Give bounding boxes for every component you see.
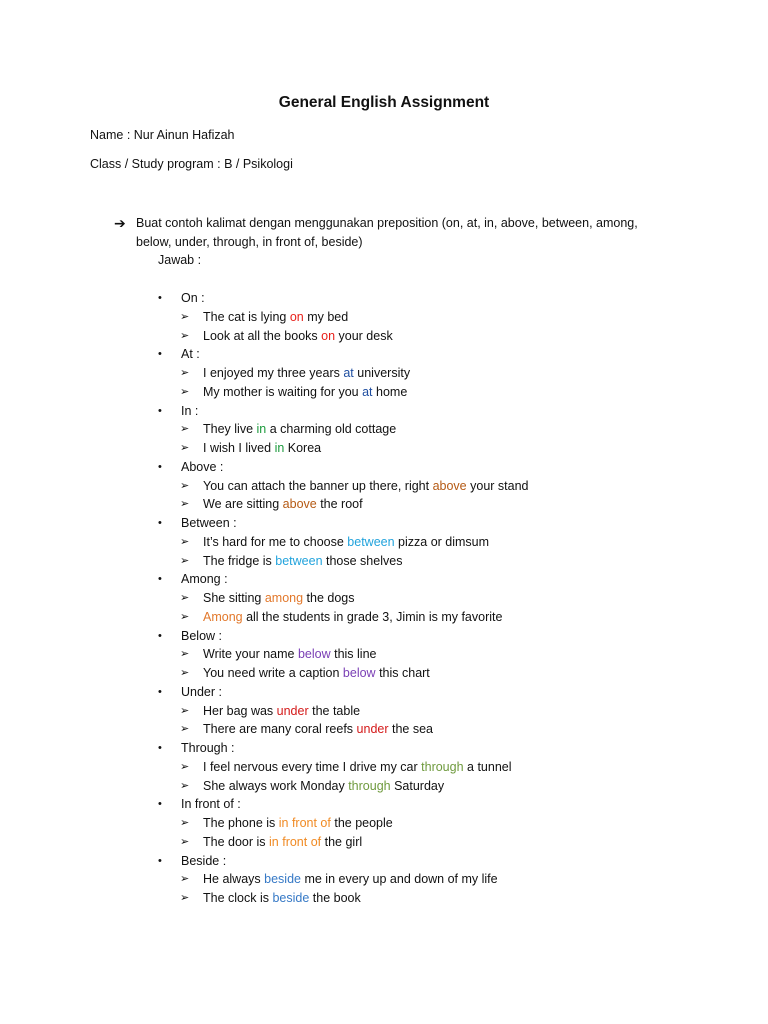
example-row	[0, 477, 768, 496]
sentence-part: Saturday	[390, 778, 445, 793]
example-sentence	[203, 327, 393, 346]
sentence-part: Look at all the books	[203, 328, 322, 343]
section-label: In front of :	[181, 797, 241, 812]
section-label: In :	[181, 403, 199, 418]
section-heading	[0, 402, 768, 421]
preposition-highlight: in	[256, 422, 267, 437]
example-row	[0, 364, 768, 383]
preposition-highlight: beside	[264, 872, 301, 887]
section-heading	[0, 683, 768, 702]
section-label: Under :	[181, 684, 222, 699]
example-sentence	[203, 777, 444, 796]
bullet-icon: •	[158, 854, 162, 867]
sentence-part: the book	[309, 891, 361, 905]
section-label: Below :	[181, 628, 222, 643]
section-heading	[0, 795, 768, 814]
sentence-part: a tunnel	[463, 759, 512, 774]
sentence-part: Write your name	[203, 647, 298, 662]
arrowhead-bullet-icon: ➢	[180, 329, 190, 342]
example-row	[0, 589, 768, 608]
sentence-part: We are sitting	[203, 497, 283, 512]
sentence-part: I wish I lived	[203, 441, 275, 455]
section-heading	[0, 852, 768, 871]
example-row	[0, 833, 768, 852]
arrowhead-bullet-icon: ➢	[180, 760, 190, 773]
example-row	[0, 533, 768, 552]
example-sentence	[203, 702, 360, 721]
sentence-part: university	[353, 366, 411, 380]
example-sentence	[203, 495, 363, 514]
example-row	[0, 720, 768, 739]
bullet-icon: •	[158, 517, 162, 529]
example-sentence	[203, 552, 402, 571]
sentence-part: He always	[203, 872, 265, 887]
sentence-part: the sea	[388, 722, 434, 737]
sentence-part: home	[372, 384, 408, 399]
example-sentence	[203, 364, 410, 383]
example-sentence	[203, 308, 348, 327]
preposition-highlight: under	[276, 703, 309, 718]
section-heading	[0, 627, 768, 646]
example-sentence	[203, 720, 433, 739]
preposition-highlight: Among	[203, 609, 243, 624]
preposition-highlight: at	[343, 366, 354, 380]
arrowhead-bullet-icon: ➢	[180, 873, 190, 886]
instruction-text: Buat contoh kalimat dengan menggunakan preposition (on, at, in, above, between, among, below, under, through, in front of, beside)	[136, 216, 638, 249]
section-heading	[0, 570, 768, 589]
arrowhead-bullet-icon: ➢	[180, 835, 190, 848]
arrowhead-bullet-icon: ➢	[180, 723, 190, 736]
section-label: Between :	[181, 516, 237, 530]
example-row	[0, 552, 768, 571]
example-sentence	[203, 870, 498, 889]
page-title: General English Assignment	[278, 94, 490, 111]
arrowhead-bullet-icon: ➢	[180, 442, 190, 454]
example-row	[0, 608, 768, 627]
arrowhead-bullet-icon: ➢	[180, 592, 190, 604]
example-row	[0, 439, 768, 458]
example-row	[0, 420, 768, 439]
sentence-part: The door is	[203, 834, 270, 849]
preposition-highlight: in front of	[278, 816, 331, 830]
example-sentence	[203, 533, 489, 552]
bullet-icon: •	[158, 629, 162, 642]
preposition-highlight: between	[347, 534, 395, 549]
preposition-highlight: on	[289, 309, 304, 324]
preposition-highlight: below	[342, 666, 376, 680]
example-row	[0, 777, 768, 796]
arrowhead-bullet-icon: ➢	[180, 892, 190, 904]
example-sentence	[203, 645, 376, 664]
section-heading	[0, 739, 768, 758]
preposition-highlight: through	[421, 759, 464, 774]
bullet-icon: •	[158, 348, 162, 361]
arrowhead-bullet-icon: ➢	[180, 817, 190, 829]
sentence-part: Her bag was	[203, 703, 277, 718]
sentence-part: Korea	[284, 441, 322, 455]
example-row	[0, 383, 768, 402]
bullet-icon: •	[158, 573, 162, 586]
section-heading	[0, 289, 768, 308]
sentence-part: The fridge is	[203, 553, 276, 568]
sentence-part: me in every up and down of my life	[300, 872, 498, 887]
arrowhead-bullet-icon: ➢	[180, 498, 190, 511]
sentence-part: The cat is lying	[203, 309, 290, 324]
sentence-part: those shelves	[322, 553, 403, 568]
sentence-part: I enjoyed my three years	[203, 366, 344, 380]
arrowhead-bullet-icon: ➢	[180, 535, 190, 548]
section-label: At :	[181, 347, 200, 362]
example-row	[0, 664, 768, 683]
section-label: Through :	[181, 741, 235, 755]
example-sentence	[203, 439, 321, 458]
sentence-part: I feel nervous every time I drive my car	[203, 759, 422, 774]
example-sentence	[203, 608, 502, 627]
example-row	[0, 758, 768, 777]
section-label: Above :	[181, 459, 224, 474]
example-row	[0, 327, 768, 346]
preposition-highlight: beside	[272, 891, 310, 905]
example-row	[0, 702, 768, 721]
example-sentence	[203, 664, 430, 683]
preposition-highlight: through	[348, 778, 391, 793]
section-heading	[0, 458, 768, 477]
arrowhead-bullet-icon: ➢	[180, 367, 190, 379]
sentence-part: They live	[203, 422, 257, 437]
preposition-highlight: below	[297, 647, 331, 662]
arrow-icon: ➔	[114, 215, 126, 231]
sentence-part: It’s hard for me to choose	[203, 534, 348, 549]
bullet-icon: •	[158, 292, 162, 304]
section-label: Beside :	[181, 853, 227, 868]
sentence-part: My mother is waiting for you	[203, 384, 363, 399]
example-sentence	[203, 477, 528, 496]
sentence-part: a charming old cottage	[266, 422, 397, 437]
sentence-part: the dogs	[303, 591, 355, 605]
sentence-part: your stand	[466, 478, 529, 493]
sentence-part: the roof	[316, 497, 363, 512]
example-sentence	[203, 589, 355, 608]
example-sentence	[203, 814, 393, 833]
preposition-list	[0, 289, 768, 908]
example-sentence	[203, 420, 396, 439]
sentence-part: You need write a caption	[203, 666, 343, 680]
arrowhead-bullet-icon: ➢	[180, 479, 190, 492]
sentence-part: The clock is	[203, 891, 273, 905]
preposition-highlight: in	[274, 441, 285, 455]
example-sentence	[203, 758, 512, 777]
bullet-icon: •	[158, 798, 162, 811]
arrowhead-bullet-icon: ➢	[180, 704, 190, 717]
example-row	[0, 308, 768, 327]
arrowhead-bullet-icon: ➢	[180, 385, 190, 398]
sentence-part: this line	[330, 647, 377, 662]
example-row	[0, 870, 768, 889]
sentence-part: the girl	[321, 834, 363, 849]
example-sentence	[203, 383, 407, 402]
preposition-highlight: under	[356, 722, 389, 737]
arrowhead-bullet-icon: ➢	[180, 648, 190, 661]
example-row	[0, 645, 768, 664]
student-name: Name : Nur Ainun Hafizah	[90, 128, 235, 142]
section-label: On :	[181, 291, 205, 305]
preposition-highlight: on	[321, 328, 336, 343]
class-study-program: Class / Study program : B / Psikologi	[90, 157, 293, 171]
bullet-icon: •	[158, 742, 162, 754]
sentence-part: the table	[308, 703, 361, 718]
sentence-part: She always work Monday	[203, 778, 349, 793]
example-sentence	[203, 889, 361, 908]
sentence-part: pizza or dimsum	[394, 534, 490, 549]
preposition-highlight: between	[275, 553, 323, 568]
preposition-highlight: at	[362, 384, 373, 399]
sentence-part: You can attach the banner up there, right	[203, 478, 433, 493]
example-sentence	[203, 833, 362, 852]
sentence-part: The phone is	[203, 816, 279, 830]
example-row	[0, 495, 768, 514]
sentence-part: your desk	[335, 328, 393, 343]
preposition-highlight: above	[432, 478, 467, 493]
arrowhead-bullet-icon: ➢	[180, 779, 190, 792]
example-row	[0, 814, 768, 833]
sentence-part: my bed	[303, 309, 349, 324]
arrowhead-bullet-icon: ➢	[180, 423, 190, 436]
sentence-part: the people	[330, 816, 393, 830]
arrowhead-bullet-icon: ➢	[180, 310, 190, 323]
arrowhead-bullet-icon: ➢	[180, 610, 190, 623]
answer-label: Jawab :	[158, 253, 202, 267]
preposition-highlight: above	[282, 497, 317, 512]
arrowhead-bullet-icon: ➢	[180, 554, 190, 567]
bullet-icon: •	[158, 685, 162, 698]
sentence-part: There are many coral reefs	[203, 722, 357, 737]
preposition-highlight: in front of	[269, 834, 322, 849]
section-heading	[0, 514, 768, 533]
preposition-highlight: among	[264, 591, 304, 605]
bullet-icon: •	[158, 404, 162, 417]
section-heading	[0, 345, 768, 364]
arrowhead-bullet-icon: ➢	[180, 667, 190, 679]
example-row	[0, 889, 768, 908]
sentence-part: this chart	[375, 666, 430, 680]
bullet-icon: •	[158, 460, 162, 473]
sentence-part: all the students in grade 3, Jimin is my favorite	[242, 609, 503, 624]
section-label: Among :	[181, 572, 228, 587]
sentence-part: She sitting	[203, 591, 265, 605]
